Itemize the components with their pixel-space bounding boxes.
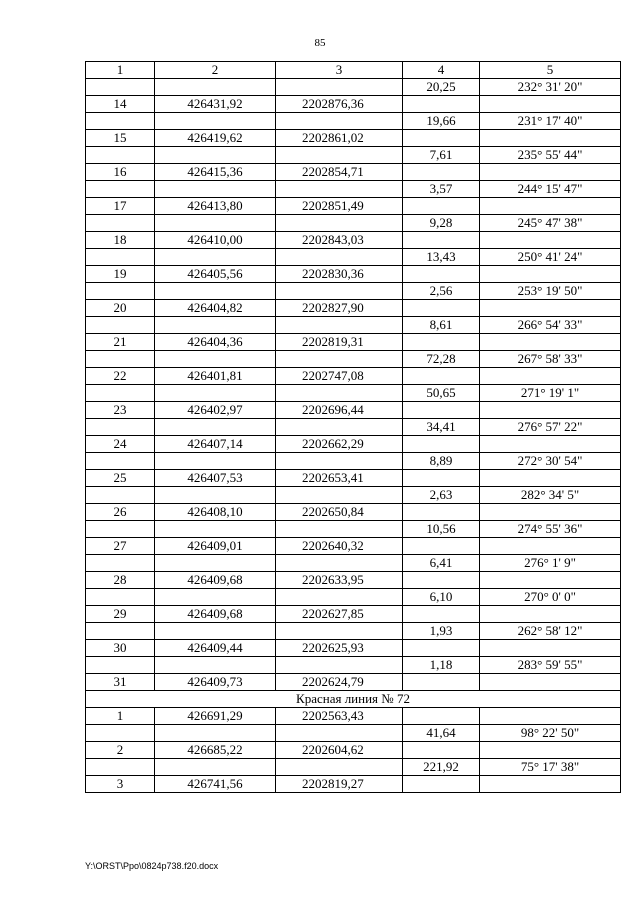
- angle-cell-empty: [480, 572, 621, 589]
- segment-row: [86, 181, 621, 198]
- distance-cell: 9,28: [403, 215, 480, 232]
- x-coordinate-cell-empty: [155, 351, 276, 368]
- angle-cell-empty: [480, 266, 621, 283]
- distance-cell: 72,28: [403, 351, 480, 368]
- distance-cell-empty: [403, 198, 480, 215]
- x-coordinate-cell: 426691,29: [155, 708, 276, 725]
- distance-cell: 1,18: [403, 657, 480, 674]
- point-number-cell-empty: [86, 623, 155, 640]
- segment-row: [86, 521, 621, 538]
- segment-row: [86, 589, 621, 606]
- segment-row: [86, 283, 621, 300]
- angle-cell-empty: [480, 334, 621, 351]
- x-coordinate-cell-empty: [155, 283, 276, 300]
- point-number-cell: 15: [86, 130, 155, 147]
- angle-cell-empty: [480, 368, 621, 385]
- distance-cell-empty: [403, 776, 480, 793]
- distance-cell-empty: [403, 674, 480, 691]
- section-heading-row: [86, 691, 621, 708]
- x-coordinate-cell: 426685,22: [155, 742, 276, 759]
- distance-cell-empty: [403, 742, 480, 759]
- distance-cell: 3,57: [403, 181, 480, 198]
- point-number-cell-empty: [86, 419, 155, 436]
- y-coordinate-cell-empty: [276, 215, 403, 232]
- point-number-cell-empty: [86, 317, 155, 334]
- angle-cell-empty: [480, 164, 621, 181]
- y-coordinate-cell: 2202819,27: [276, 776, 403, 793]
- y-coordinate-cell: 2202662,29: [276, 436, 403, 453]
- coordinates-table: [85, 61, 621, 793]
- point-row: [86, 572, 621, 589]
- point-number-cell: 3: [86, 776, 155, 793]
- point-row: [86, 708, 621, 725]
- point-number-cell-empty: [86, 521, 155, 538]
- point-number-cell-empty: [86, 113, 155, 130]
- point-number-cell: 19: [86, 266, 155, 283]
- y-coordinate-cell-empty: [276, 351, 403, 368]
- direction-angle-cell: 274° 55' 36": [480, 521, 621, 538]
- distance-cell: 13,43: [403, 249, 480, 266]
- direction-angle-cell: 232° 31' 20": [480, 79, 621, 96]
- x-coordinate-cell: 426741,56: [155, 776, 276, 793]
- y-coordinate-cell: 2202640,32: [276, 538, 403, 555]
- direction-angle-cell: 266° 54' 33": [480, 317, 621, 334]
- distance-cell: 6,41: [403, 555, 480, 572]
- angle-cell-empty: [480, 198, 621, 215]
- point-number-cell: 29: [86, 606, 155, 623]
- x-coordinate-cell-empty: [155, 657, 276, 674]
- distance-cell: 41,64: [403, 725, 480, 742]
- angle-cell-empty: [480, 504, 621, 521]
- point-number-cell: 21: [86, 334, 155, 351]
- header-col-4: 4: [403, 62, 480, 79]
- angle-cell-empty: [480, 606, 621, 623]
- segment-row: [86, 759, 621, 776]
- distance-cell-empty: [403, 334, 480, 351]
- y-coordinate-cell-empty: [276, 385, 403, 402]
- segment-row: [86, 419, 621, 436]
- y-coordinate-cell: 2202830,36: [276, 266, 403, 283]
- distance-cell-empty: [403, 368, 480, 385]
- segment-row: [86, 351, 621, 368]
- point-row: [86, 96, 621, 113]
- point-number-cell-empty: [86, 385, 155, 402]
- direction-angle-cell: 98° 22' 50": [480, 725, 621, 742]
- y-coordinate-cell: 2202861,02: [276, 130, 403, 147]
- angle-cell-empty: [480, 402, 621, 419]
- distance-cell: 7,61: [403, 147, 480, 164]
- y-coordinate-cell: 2202604,62: [276, 742, 403, 759]
- y-coordinate-cell: 2202563,43: [276, 708, 403, 725]
- y-coordinate-cell-empty: [276, 147, 403, 164]
- x-coordinate-cell: 426404,82: [155, 300, 276, 317]
- point-number-cell: 28: [86, 572, 155, 589]
- x-coordinate-cell: 426407,14: [155, 436, 276, 453]
- segment-row: [86, 453, 621, 470]
- x-coordinate-cell-empty: [155, 623, 276, 640]
- y-coordinate-cell: 2202854,71: [276, 164, 403, 181]
- segment-row: [86, 317, 621, 334]
- point-row: [86, 164, 621, 181]
- y-coordinate-cell: 2202653,41: [276, 470, 403, 487]
- distance-cell: 2,56: [403, 283, 480, 300]
- table-body: [86, 79, 621, 793]
- distance-cell-empty: [403, 402, 480, 419]
- segment-row: [86, 385, 621, 402]
- distance-cell-empty: [403, 300, 480, 317]
- direction-angle-cell: 276° 57' 22": [480, 419, 621, 436]
- angle-cell-empty: [480, 776, 621, 793]
- segment-row: [86, 79, 621, 96]
- x-coordinate-cell-empty: [155, 453, 276, 470]
- x-coordinate-cell-empty: [155, 521, 276, 538]
- point-number-cell: 23: [86, 402, 155, 419]
- point-row: [86, 504, 621, 521]
- distance-cell-empty: [403, 266, 480, 283]
- y-coordinate-cell-empty: [276, 283, 403, 300]
- point-row: [86, 232, 621, 249]
- y-coordinate-cell-empty: [276, 487, 403, 504]
- point-row: [86, 640, 621, 657]
- point-number-cell-empty: [86, 283, 155, 300]
- page-number: 85: [314, 37, 326, 49]
- header-col-5: 5: [480, 62, 621, 79]
- direction-angle-cell: 276° 1' 9": [480, 555, 621, 572]
- distance-cell-empty: [403, 436, 480, 453]
- angle-cell-empty: [480, 232, 621, 249]
- point-row: [86, 130, 621, 147]
- x-coordinate-cell-empty: [155, 147, 276, 164]
- y-coordinate-cell: 2202625,93: [276, 640, 403, 657]
- direction-angle-cell: 250° 41' 24": [480, 249, 621, 266]
- point-number-cell: 14: [86, 96, 155, 113]
- distance-cell: 50,65: [403, 385, 480, 402]
- y-coordinate-cell-empty: [276, 181, 403, 198]
- x-coordinate-cell: 426431,92: [155, 96, 276, 113]
- point-row: [86, 266, 621, 283]
- header-col-3: 3: [276, 62, 403, 79]
- direction-angle-cell: 235° 55' 44": [480, 147, 621, 164]
- point-number-cell-empty: [86, 589, 155, 606]
- point-number-cell: 16: [86, 164, 155, 181]
- direction-angle-cell: 283° 59' 55": [480, 657, 621, 674]
- x-coordinate-cell-empty: [155, 249, 276, 266]
- y-coordinate-cell-empty: [276, 79, 403, 96]
- direction-angle-cell: 262° 58' 12": [480, 623, 621, 640]
- x-coordinate-cell: 426402,97: [155, 402, 276, 419]
- x-coordinate-cell-empty: [155, 317, 276, 334]
- y-coordinate-cell-empty: [276, 453, 403, 470]
- y-coordinate-cell: 2202696,44: [276, 402, 403, 419]
- y-coordinate-cell: 2202876,36: [276, 96, 403, 113]
- distance-cell-empty: [403, 572, 480, 589]
- table-header-row: [86, 62, 621, 79]
- segment-row: [86, 215, 621, 232]
- point-row: [86, 674, 621, 691]
- angle-cell-empty: [480, 96, 621, 113]
- segment-row: [86, 555, 621, 572]
- x-coordinate-cell: 426404,36: [155, 334, 276, 351]
- point-number-cell-empty: [86, 759, 155, 776]
- point-number-cell: 31: [86, 674, 155, 691]
- distance-cell-empty: [403, 606, 480, 623]
- segment-row: [86, 623, 621, 640]
- y-coordinate-cell: 2202851,49: [276, 198, 403, 215]
- point-number-cell-empty: [86, 215, 155, 232]
- segment-row: [86, 487, 621, 504]
- segment-row: [86, 657, 621, 674]
- point-number-cell: 25: [86, 470, 155, 487]
- angle-cell-empty: [480, 674, 621, 691]
- point-row: [86, 776, 621, 793]
- y-coordinate-cell-empty: [276, 521, 403, 538]
- point-number-cell: 1: [86, 708, 155, 725]
- distance-cell-empty: [403, 232, 480, 249]
- point-number-cell: 17: [86, 198, 155, 215]
- x-coordinate-cell-empty: [155, 725, 276, 742]
- x-coordinate-cell: 426413,80: [155, 198, 276, 215]
- x-coordinate-cell: 426419,62: [155, 130, 276, 147]
- y-coordinate-cell: 2202747,08: [276, 368, 403, 385]
- y-coordinate-cell-empty: [276, 113, 403, 130]
- direction-angle-cell: 267° 58' 33": [480, 351, 621, 368]
- point-number-cell-empty: [86, 725, 155, 742]
- point-row: [86, 470, 621, 487]
- x-coordinate-cell: 426409,73: [155, 674, 276, 691]
- point-row: [86, 436, 621, 453]
- y-coordinate-cell: 2202843,03: [276, 232, 403, 249]
- distance-cell: 6,10: [403, 589, 480, 606]
- point-number-cell-empty: [86, 147, 155, 164]
- point-number-cell: 18: [86, 232, 155, 249]
- point-number-cell: 2: [86, 742, 155, 759]
- direction-angle-cell: 282° 34' 5": [480, 487, 621, 504]
- y-coordinate-cell-empty: [276, 555, 403, 572]
- point-number-cell-empty: [86, 79, 155, 96]
- point-row: [86, 198, 621, 215]
- x-coordinate-cell: 426409,68: [155, 606, 276, 623]
- distance-cell: 8,61: [403, 317, 480, 334]
- x-coordinate-cell-empty: [155, 113, 276, 130]
- direction-angle-cell: 231° 17' 40": [480, 113, 621, 130]
- y-coordinate-cell: 2202819,31: [276, 334, 403, 351]
- header-col-1: 1: [86, 62, 155, 79]
- footer-file-path: Y:\ORST\Ppo\0824p738.f20.docx: [85, 861, 219, 871]
- y-coordinate-cell: 2202827,90: [276, 300, 403, 317]
- x-coordinate-cell: 426407,53: [155, 470, 276, 487]
- y-coordinate-cell: 2202633,95: [276, 572, 403, 589]
- distance-cell-empty: [403, 130, 480, 147]
- distance-cell-empty: [403, 640, 480, 657]
- angle-cell-empty: [480, 130, 621, 147]
- y-coordinate-cell: 2202627,85: [276, 606, 403, 623]
- angle-cell-empty: [480, 470, 621, 487]
- point-number-cell: 30: [86, 640, 155, 657]
- point-row: [86, 606, 621, 623]
- x-coordinate-cell: 426401,81: [155, 368, 276, 385]
- y-coordinate-cell: 2202624,79: [276, 674, 403, 691]
- distance-cell: 2,63: [403, 487, 480, 504]
- y-coordinate-cell-empty: [276, 759, 403, 776]
- x-coordinate-cell: 426410,00: [155, 232, 276, 249]
- distance-cell: 19,66: [403, 113, 480, 130]
- direction-angle-cell: 271° 19' 1": [480, 385, 621, 402]
- angle-cell-empty: [480, 708, 621, 725]
- direction-angle-cell: 270° 0' 0": [480, 589, 621, 606]
- point-number-cell-empty: [86, 249, 155, 266]
- distance-cell: 20,25: [403, 79, 480, 96]
- distance-cell: 8,89: [403, 453, 480, 470]
- x-coordinate-cell: 426409,44: [155, 640, 276, 657]
- segment-row: [86, 249, 621, 266]
- y-coordinate-cell-empty: [276, 657, 403, 674]
- point-row: [86, 368, 621, 385]
- angle-cell-empty: [480, 742, 621, 759]
- point-row: [86, 538, 621, 555]
- point-number-cell: 20: [86, 300, 155, 317]
- x-coordinate-cell-empty: [155, 215, 276, 232]
- distance-cell-empty: [403, 538, 480, 555]
- header-col-2: 2: [155, 62, 276, 79]
- x-coordinate-cell: 426405,56: [155, 266, 276, 283]
- y-coordinate-cell-empty: [276, 419, 403, 436]
- point-number-cell-empty: [86, 555, 155, 572]
- segment-row: [86, 113, 621, 130]
- x-coordinate-cell: 426409,68: [155, 572, 276, 589]
- distance-cell-empty: [403, 504, 480, 521]
- direction-angle-cell: 244° 15' 47": [480, 181, 621, 198]
- point-number-cell-empty: [86, 487, 155, 504]
- x-coordinate-cell-empty: [155, 419, 276, 436]
- y-coordinate-cell-empty: [276, 725, 403, 742]
- segment-row: [86, 725, 621, 742]
- x-coordinate-cell: 426409,01: [155, 538, 276, 555]
- x-coordinate-cell-empty: [155, 487, 276, 504]
- y-coordinate-cell-empty: [276, 589, 403, 606]
- point-number-cell: 27: [86, 538, 155, 555]
- point-row: [86, 402, 621, 419]
- angle-cell-empty: [480, 538, 621, 555]
- y-coordinate-cell-empty: [276, 249, 403, 266]
- angle-cell-empty: [480, 300, 621, 317]
- point-number-cell: 24: [86, 436, 155, 453]
- distance-cell-empty: [403, 470, 480, 487]
- x-coordinate-cell-empty: [155, 181, 276, 198]
- distance-cell: 1,93: [403, 623, 480, 640]
- angle-cell-empty: [480, 436, 621, 453]
- x-coordinate-cell-empty: [155, 79, 276, 96]
- angle-cell-empty: [480, 640, 621, 657]
- point-number-cell: 22: [86, 368, 155, 385]
- x-coordinate-cell-empty: [155, 759, 276, 776]
- segment-row: [86, 147, 621, 164]
- distance-cell: 10,56: [403, 521, 480, 538]
- direction-angle-cell: 272° 30' 54": [480, 453, 621, 470]
- direction-angle-cell: 245° 47' 38": [480, 215, 621, 232]
- point-number-cell-empty: [86, 351, 155, 368]
- point-row: [86, 742, 621, 759]
- section-heading: Красная линия № 72: [86, 691, 621, 708]
- distance-cell: 34,41: [403, 419, 480, 436]
- y-coordinate-cell-empty: [276, 317, 403, 334]
- y-coordinate-cell-empty: [276, 623, 403, 640]
- x-coordinate-cell: 426408,10: [155, 504, 276, 521]
- x-coordinate-cell-empty: [155, 555, 276, 572]
- direction-angle-cell: 253° 19' 50": [480, 283, 621, 300]
- point-row: [86, 334, 621, 351]
- x-coordinate-cell-empty: [155, 589, 276, 606]
- distance-cell-empty: [403, 96, 480, 113]
- x-coordinate-cell: 426415,36: [155, 164, 276, 181]
- distance-cell: 221,92: [403, 759, 480, 776]
- x-coordinate-cell-empty: [155, 385, 276, 402]
- point-number-cell-empty: [86, 657, 155, 674]
- y-coordinate-cell: 2202650,84: [276, 504, 403, 521]
- point-row: [86, 300, 621, 317]
- direction-angle-cell: 75° 17' 38": [480, 759, 621, 776]
- point-number-cell-empty: [86, 453, 155, 470]
- point-number-cell: 26: [86, 504, 155, 521]
- point-number-cell-empty: [86, 181, 155, 198]
- distance-cell-empty: [403, 708, 480, 725]
- distance-cell-empty: [403, 164, 480, 181]
